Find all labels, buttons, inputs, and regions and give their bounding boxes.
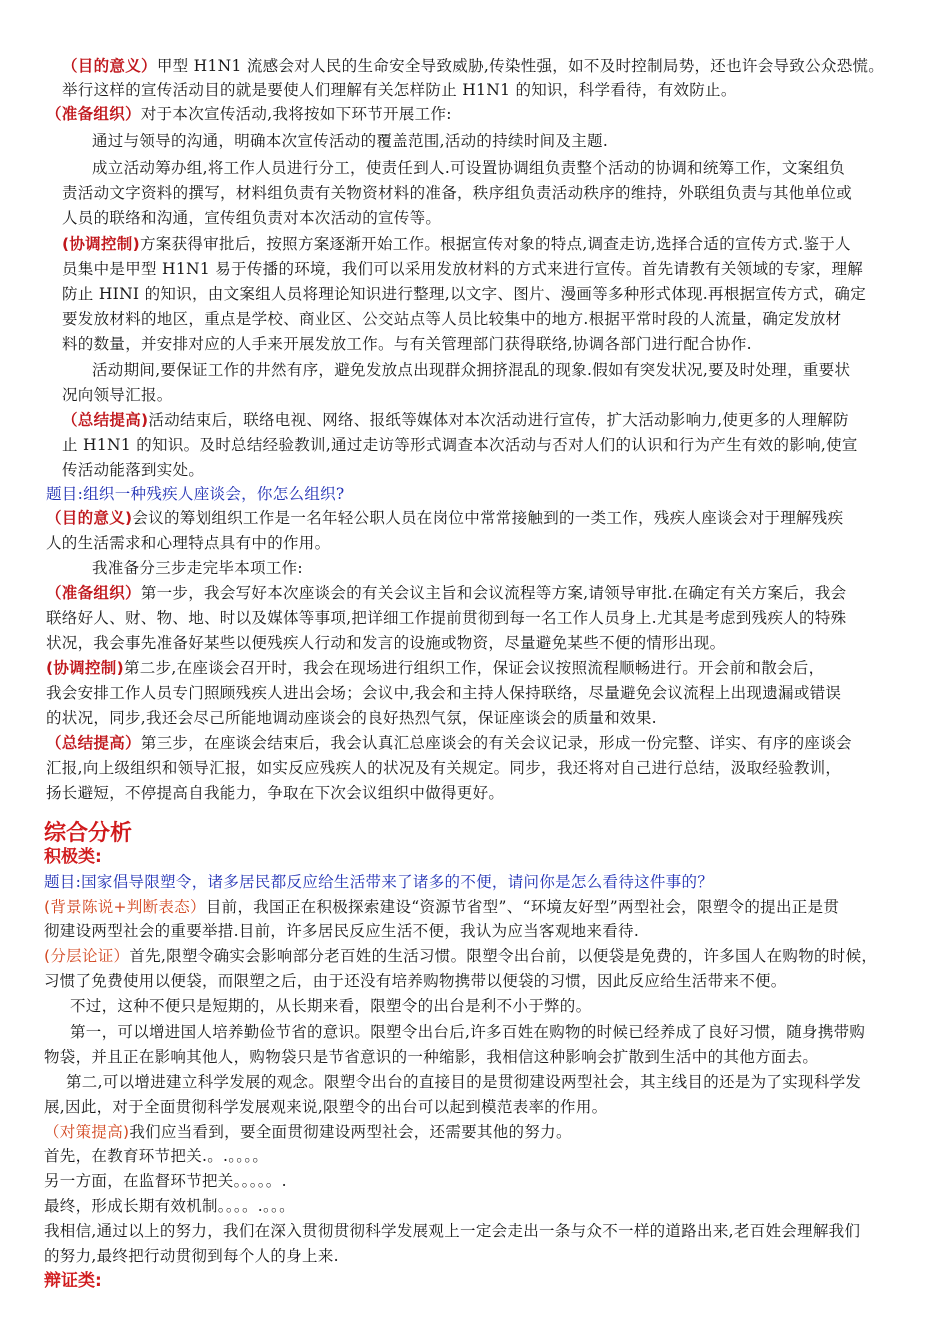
paragraph-line: 最终，形成长期有效机制。。。。.。。。 [44,1197,295,1215]
paragraph-line: 我相信,通过以上的努力，我们在深入贯彻贯彻科学发展观上一定会走出一条与众不一样的道路出来,老百姓会理解我们 [44,1222,861,1240]
section-tag-coordinate: (协调控制) [62,235,140,253]
paragraph-line: 成立活动筹办组,将工作人员进行分工，使责任到人.可设置协调组负责整个活动的协调和统筹工作，文案组负 [92,159,846,177]
paragraph-line: 另一方面，在监督环节把关。。。。。. [44,1172,287,1190]
paragraph-line: 状况，我会事先准备好某些以便残疾人行动和发言的设施或物资，尽量避免某些不便的情形出现。 [46,634,726,652]
paragraph-line: 彻建设两型社会的重要举措.目前，许多居民反应生活不便，我认为应当客观地来看待. [44,922,640,940]
section-heading: 综合分析 [44,821,133,846]
paragraph-line: (背景陈说+判断表态）目前，我国正在积极探索建设“资源节省型”、“环境友好型”两型社会，限塑令的提出正是贯 [44,898,840,916]
paragraph-line: 汇报,向上级组织和领导汇报，如实反应残疾人的状况及有关规定。同步，我还将对自己进行总结，汲取经验教训， [46,759,842,777]
paragraph-line: 首先，在教育环节把关.。.。。。。 [44,1147,269,1165]
section-tag-prepare: （准备组织） [46,105,141,123]
section-tag-summary: （总结提高） [46,734,141,752]
paragraph-line: 通过与领导的沟通，明确本次宣传活动的覆盖范围,活动的持续时间及主题. [92,132,609,150]
paragraph-line: 防止 HINI 的知识，由文案组人员将理论知识进行整理,以文字、图片、漫画等多种形式体现.再根据宣传方式，确定 [62,285,867,303]
section-tag-measures: （对策提高) [44,1123,130,1141]
section-subheading: 辩证类: [44,1271,102,1291]
paragraph-line: 我准备分三步走完毕本项工作: [92,559,303,577]
section-tag-argument: (分层论证） [44,947,130,965]
paragraph-line: 不过，这种不便只是短期的，从长期来看，限塑令的出台是利不小于弊的。 [70,997,592,1015]
paragraph-line: 扬长避短，不停提高自我能力，争取在下次会议组织中做得更好。 [46,784,505,802]
paragraph-line: （总结提高)活动结束后，联络电视、网络、报纸等媒体对本次活动进行宣传，扩大活动影响力,使更多的人理解防 [62,411,849,429]
paragraph-line: 传活动能落到实处。 [62,461,205,479]
paragraph-line: 第二,可以增进建立科学发展的观念。限塑令出台的直接目的是贯彻建设两型社会，其主线目的还是为了实现科学发 [66,1073,862,1091]
paragraph-line: 举行这样的宣传活动目的就是要使人们理解有关怎样防止 H1N1 的知识，科学看待，有效防止。 [62,81,737,99]
paragraph-line: 我会安排工作人员专门照顾残疾人进出会场；会议中,我会和主持人保持联络，尽量避免会议流程上出现遗漏或错误 [46,684,842,702]
section-tag-summary: （总结提高) [62,411,149,429]
section-tag-prepare: （准备组织） [46,584,141,602]
paragraph-line: 况向领导汇报。 [62,386,173,404]
paragraph-line: 要发放材料的地区，重点是学校、商业区、公交站点等人员比较集中的地方.根据平常时段的人流量，确定发放材 [62,310,842,328]
paragraph-line: 的努力,最终把行动贯彻到每个人的身上来. [44,1247,339,1265]
paragraph-line: 习惯了免费使用以便袋，而限塑之后，由于还没有培养购物携带以便袋的习惯，因此反应给生活带来不便。 [44,972,787,990]
section-tag-purpose: （目的意义) [46,509,133,527]
paragraph-line: 的状况，同步,我还会尽己所能地调动座谈会的良好热烈气氛，保证座谈会的质量和效果. [46,709,657,727]
paragraph-line: 第一，可以增进国人培养勤俭节省的意识。限塑令出台后,许多百姓在购物的时候已经养成了良好习惯，随身携带购 [70,1023,866,1041]
paragraph-line: 人的生活需求和心理特点具有中的作用。 [46,534,331,552]
section-subheading: 积极类: [44,847,102,867]
paragraph-line: 料的数量，并安排对应的人手来开展发放工作。与有关管理部门获得联络,协调各部门进行配合协作. [62,335,752,353]
section-tag-background: (背景陈说+判断表态） [44,898,206,916]
paragraph-line: （目的意义）甲型 H1N1 流感会对人民的生命安全导致威胁,传染性强，如不及时控制局势，还也许会导致公众恐慌。 [62,57,885,75]
question-title: 题目:国家倡导限塑令，诸多居民都反应给生活带来了诸多的不便，请问你是怎么看待这件事的？ [44,873,714,891]
section-tag-coordinate: (协调控制) [46,659,124,677]
question-title: 题目:组织一种残疾人座谈会，你怎么组织? [46,485,345,503]
paragraph-line: 展,因此，对于全面贯彻科学发展观来说,限塑令的出台可以起到模范表率的作用。 [44,1098,608,1116]
section-tag-purpose: （目的意义） [62,57,157,75]
paragraph-line: (分层论证）首先,限塑令确实会影响部分老百姓的生活习惯。限塑令出台前，以便袋是免费的，许多国人在购物的时候， [44,947,878,965]
paragraph-line: 联络好人、财、物、地、时以及媒体等事项,把详细工作提前贯彻到每一名工作人员身上.尤其是考虑到残疾人的特殊 [46,609,847,627]
paragraph-line: 责活动文字资料的撰写，材料组负责有关物资材料的准备，秩序组负责活动秩序的维持，外联组负责与其他单位或 [62,184,853,202]
paragraph-line: （准备组织）对于本次宣传活动,我将按如下环节开展工作: [46,105,452,123]
paragraph-line: 止 H1N1 的知识。及时总结经验教训,通过走访等形式调查本次活动与否对人们的认识和行为产生有效的影响,使宣 [62,436,858,454]
paragraph-line: （对策提高)我们应当看到，要全面贯彻建设两型社会，还需要其他的努力。 [44,1123,572,1141]
paragraph-line: 物袋，并且正在影响其他人，购物袋只是节省意识的一种缩影，我相信这种影响会扩散到生活中的其他方面去。 [44,1048,819,1066]
paragraph-line: (协调控制)第二步,在座谈会召开时，我会在现场进行组织工作，保证会议按照流程顺畅进行。开会前和散会后， [46,659,825,677]
paragraph-line: （目的意义)会议的筹划组织工作是一名年轻公职人员在岗位中常常接触到的一类工作，残疾人座谈会对于理解残疾 [46,509,844,527]
paragraph-line: 活动期间,要保证工作的井然有序，避免发放点出现群众拥挤混乱的现象.假如有突发状况,要及时处理，重要状 [92,361,851,379]
paragraph-line: （总结提高）第三步，在座谈会结束后，我会认真汇总座谈会的有关会议记录，形成一份完整、详实、有序的座谈会 [46,734,852,752]
paragraph-line: （准备组织）第一步，我会写好本次座谈会的有关会议主旨和会议流程等方案,请领导审批.在确定有关方案后，我会 [46,584,847,602]
paragraph-line: 员集中是甲型 H1N1 易于传播的环境，我们可以采用发放材料的方式来进行宣传。首先请教有关领域的专家，理解 [62,260,864,278]
paragraph-line: 人员的联络和沟通，宣传组负责对本次活动的宣传等。 [62,209,442,227]
paragraph-line: (协调控制)方案获得审批后，按照方案逐渐开始工作。根据宣传对象的特点,调查走访,选择合适的宣传方式.鉴于人 [62,235,851,253]
